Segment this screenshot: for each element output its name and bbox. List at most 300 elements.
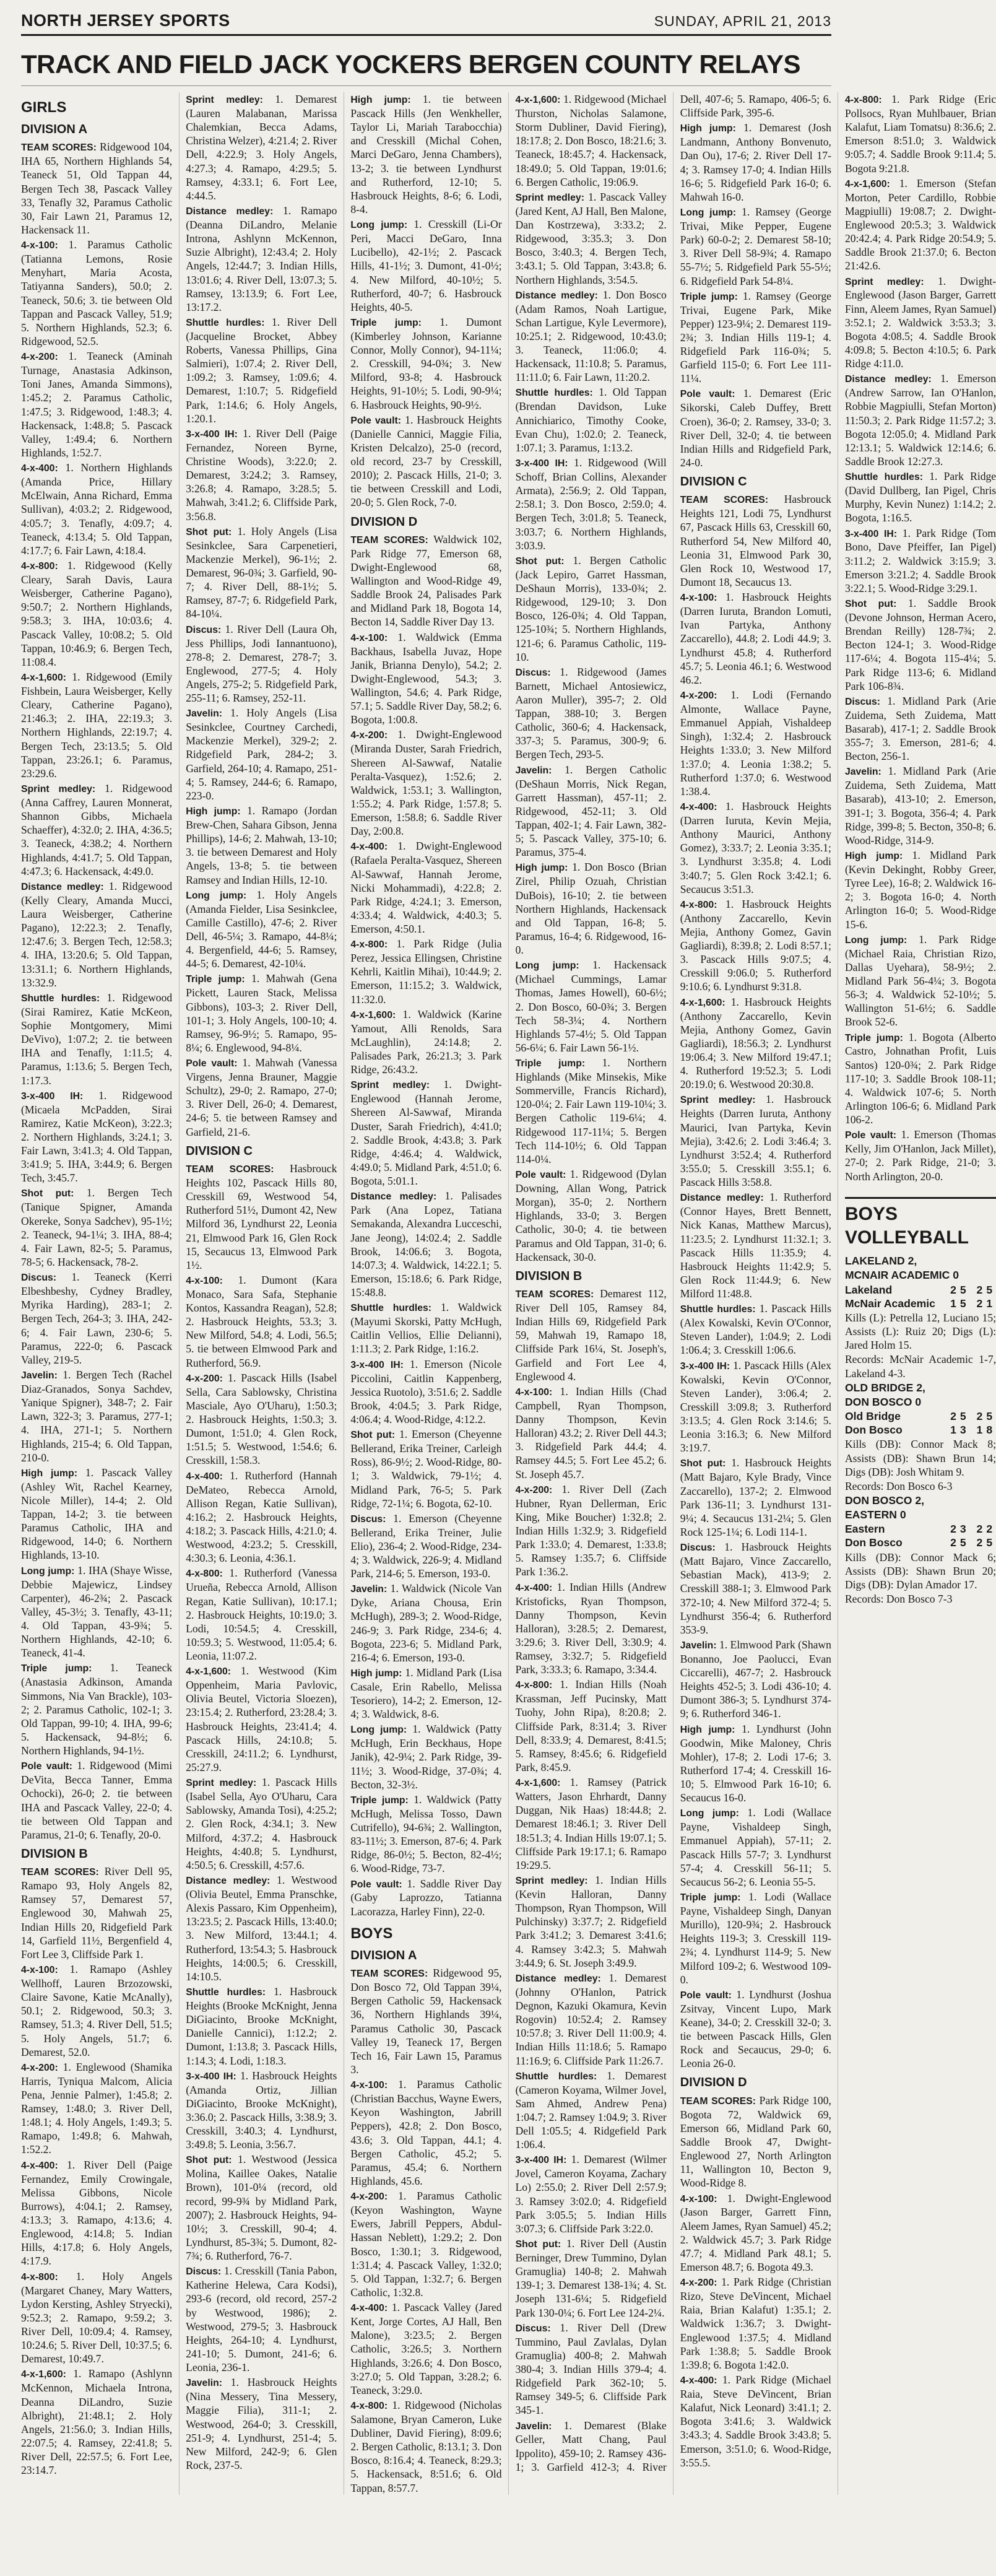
event-label: 3-x-400 IH:: [515, 458, 568, 469]
event-result: [21, 781, 172, 878]
division-title: DIVISION A: [21, 123, 88, 137]
event-result: [516, 2321, 667, 2417]
event-text: 1. Pascack Valley (Ashley Wit, Rachel Kearney, Nicole Miller), 14-4; 2. Old Tappan, 14-2; 3. tie between Paramus Catholic, IHA and Ridgewood, 14-0; 6. Northern Highlands, 13-10.: [21, 1466, 173, 1562]
event-text: 1. Ramapo (Jordan Brew-Chen, Sahara Gibson, Jenna Phillips), 14-6; 2. Mahwah, 13-10; 3. tie between Demarest and Holy Angels, 13-8; 5. tie between Ramsey and Indian Hills, 12-10.: [186, 804, 337, 886]
event-text: 1. Bergen Tech (Rachel Diaz-Granados, Sonya Sachdev, Yanique Spigner), 348-7; 2. Fair Lawn, 322-3; 3. Paramus, 277-1; 4. IHA, 271-1; 5. Northern Highlands, 215-4; 6. Old Tappan, 210-0.: [21, 1368, 173, 1464]
event-label: Shuttle hurdles:: [844, 472, 923, 483]
event-result: [680, 2094, 831, 2190]
event-result: [350, 1582, 501, 1664]
game-title: DON BOSCO 2,: [844, 1494, 924, 1507]
event-result: [516, 1971, 667, 2068]
event-label: 4-x-1,600:: [515, 95, 561, 105]
event-result: [350, 1189, 501, 1299]
event-text: 1. Midland Park (Kevin Dekinght, Robby Greer, Tyree Lee), 16-8; 2. Waldwick 16-2; 3. Bogota 16-0; 4. North Arlington 16-0; 5. Wood-Ridge 15-6.: [844, 849, 996, 931]
event-label: TEAM SCORES:: [680, 495, 769, 506]
event-result: [516, 1677, 667, 1774]
event-result: [516, 2237, 667, 2320]
event-text: 1. Saddle Brook (Devone Johnson, Herman Acero, Brendan Reilly) 128-7¾; 2. Becton 124-1; 3. Wood-Ridge 117-6¼; 4. Bogota 115-4¼; 5. Park Ridge 113-6; 6. Midland Park 106-8¾.: [844, 597, 996, 692]
event-label: TEAM SCORES:: [21, 142, 97, 154]
event-text: River Dell 95, Ramapo 93, Holy Angels 82, Ramsey 57, Demarest 57, Englewood 30, Mahwah 25, Indian Hills 20, Ridgefield Park 14, Garfield 11½, Bergenfield 4, Fort Lee 3, Cliffside Park 1.: [21, 1865, 173, 1960]
event-result: [680, 1456, 831, 1539]
event-result: [680, 2373, 831, 2469]
event-text: 1. Midland Park (Lisa Casale, Erin Rabello, Melissa Tesoriero), 14-2; 2. Emerson, 12-4; 3. Waldwick, 8-6.: [350, 1666, 502, 1721]
event-label: 4-x-200:: [680, 2278, 717, 2289]
event-result: [680, 1806, 831, 1889]
event-result: [680, 1359, 831, 1455]
event-text: 1. Park Ridge (Michael Raia, Christian Rizo, Dallas Uyehara), 58-9½; 2. Midland Park 56-4¼; 3. Bogota 56-3; 4. Waldwick 52-10½; 5. Wallington 51-6½; 6. Saddle Brook 52-6.: [844, 933, 996, 1029]
event-label: Long jump:: [680, 207, 737, 218]
event-text: 1. Don Bosco (Adam Ramos, Noah Lartigue, Schan Lartigue, Kyle Levermore), 10:25.1; 2. Ridgewood, 10:43.0; 3. Teaneck, 11:06.0; 4. Hackensack, 11:10.8; 5. Paramus, 11:11.0; 6. Fair Lawn, 11:20.2.: [515, 288, 667, 384]
event-label: High jump:: [21, 1468, 77, 1479]
event-result: [21, 2158, 172, 2268]
event-label: Discus:: [186, 2266, 222, 2278]
event-text: 1. Midland Park (Arie Zuidema, Seth Zuidema, Matt Basarab), 417-1; 2. Saddle Brook 355-7; 3. Emerson, 281-6; 4. Becton, 256-1.: [844, 694, 996, 763]
event-result: [680, 1722, 831, 1805]
event-label: TEAM SCORES:: [350, 1969, 428, 1980]
event-label: Javelin:: [186, 708, 223, 720]
event-label: 4-x-100:: [21, 240, 58, 251]
event-result: [516, 1167, 667, 1264]
event-result: [845, 933, 996, 1029]
event-result: [516, 1056, 667, 1166]
game-stat-line: Kills (DB): Connor Mack 6; Assists (DB): Shawn Brun 20; Digs (DB): Dylan Amador 17.: [844, 1551, 996, 1591]
event-label: 4-x-800:: [21, 561, 58, 572]
girls-heading: GIRLS: [21, 99, 67, 116]
event-result: [350, 92, 501, 216]
team-scores: 25 25: [950, 1283, 996, 1296]
event-result: [186, 92, 337, 202]
event-text: 1. Dwight-Englewood (Rafaela Peralta-Vasquez, Shereen Al-Sawwaf, Hannah Jerome, Nicki Mohammadi), 4:22.8; 2. Park Ridge, 4:24.1; 3. Emerson, 4:33.4; 4. Waldwick, 4:40.3; 5. Emerson, 4:50.1.: [350, 840, 502, 936]
event-text: 1. Hasbrouck Heights (Darren Iuruta, Kevin Mejia, Anthony Maurici, Anthony Gomez), 3:33.7; 2. Leonia 3:35.1; 3. Lyndhurst 3:35.8; 4. Lodi 3:40.7; 5. Glen Rock 3:42.1; 6. Secaucus 3:51.3.: [680, 799, 831, 895]
event-text: 1. Dwight-Englewood (Hannah Jerome, Shereen Al-Sawwaf, Miranda Duster, Sarah Friedrich), 4:41.0; 2. Saddle Brook, 4:43.8; 3. Park Ridge, 4:46.4; 4. Waldwick, 4:49.0; 5. Midland Park, 4:51.0; 6. Bogota, 5:01.1.: [350, 1078, 502, 1188]
event-text: 1. Waldwick (Karine Yamout, Alli Renolds, Sara McLaughlin), 24:14.8; 2. Palisades Park, 26:21.3; 3. Park Ridge, 26:43.2.: [350, 1007, 502, 1076]
event-result: [21, 670, 172, 780]
event-result: [186, 1162, 337, 1272]
event-result: [186, 1873, 337, 1983]
event-label: Javelin:: [186, 2378, 223, 2389]
event-result: [680, 1988, 831, 2071]
event-label: 4-x-200:: [21, 352, 58, 363]
event-text: 1. Pascack Hills (Isabel Sella, Ayo O'Uharu, Cara Sablowsky, Amanda Tosi), 4:25.2; 2. Glen Rock, 4:34.1; 3. New Milford, 4:37.2; 4. Hasbrouck Heights, 4:40.8; 5. Lyndhurst, 4:50.5; 6. Cresskill, 4:57.6.: [186, 1776, 337, 1871]
event-text: 1. Emerson (Nicole Piccolini, Caitlin Kappenberg, Jessica Ruotolo), 3:51.6; 2. Saddle Brook, 4:04.5; 3. Park Ridge, 4:06.4; 4. Wood-Ridge, 4:12.2.: [350, 1357, 502, 1425]
game-stat-line: Kills (DB): Connor Mack 8; Assists (DB): Shawn Brun 14; Digs (DB): Josh Whitam 9.: [844, 1438, 996, 1478]
event-result: [680, 492, 831, 589]
event-label: Long jump:: [186, 890, 247, 901]
event-text: 1. Northern Highlands (Mike Minsekis, Mike Sommerville, Francis Richard), 120-0¼; 2. Fair Lawn 119-10¼; 3. Bergen Catholic 119-6¼; 4. Ridgewood 117-11¼; 5. Bergen Tech 114-10½; 6. Old Tappan 114-0¼.: [515, 1056, 667, 1165]
score-row: [845, 1522, 996, 1536]
event-label: Shot put:: [515, 2239, 561, 2250]
event-label: Shot put:: [680, 1458, 726, 1469]
event-label: Triple jump:: [680, 1892, 741, 1903]
event-result: [680, 1190, 831, 1300]
team-scores: 25 25: [950, 1536, 996, 1549]
event-result: [516, 860, 667, 957]
event-text: 1. Elmwood Park (Shawn Bonanno, Joe Paolucci, Evan Ciccarelli), 467-7; 2. Hasbrouck Heights 452-5; 3. Lodi 436-10; 4. Dumont 386-3; 5. Lyndhurst 374-9; 6. Rutherford 346-1.: [680, 1638, 831, 1720]
event-text: 1. Holy Angels (Lisa Sesinkclee, Sara Carpenetieri, Mackenzie Merkel), 96-1½; 2. Demarest, 96-0¾; 3. Garfield, 90-7; 4. River Dell, 88-1½; 5. Ramsey, 87-7; 6. Ridgefield Park, 84-10¼.: [186, 524, 337, 620]
event-result: [516, 2152, 667, 2235]
event-label: 4-x-400:: [350, 842, 388, 853]
event-result: [845, 596, 996, 693]
event-result: [350, 413, 501, 510]
event-result: [186, 972, 337, 1055]
event-result: [680, 1540, 831, 1637]
event-text: 1. Old Tappan (Brendan Davidson, Luke Annichiarico, Timothy Cooke, Evan Chu), 1:02.0; 2. Teaneck, 1:07.1; 3. Paramus, 1:13.2.: [515, 386, 667, 454]
event-text: Hasbrouck Heights 121, Lodi 75, Lyndhurst 67, Pascack Hills 63, Cresskill 60, Rutherford 54, New Milford 40, Leonia 31, Elmwood Park 30, Glen Rock 10, Westwood 17, Dumont 18, Secaucus 13.: [680, 493, 831, 589]
event-result: [21, 1186, 172, 1269]
event-result: [845, 372, 996, 468]
event-text: 1. Ridgewood (Will Schoff, Brian Collins, Alexander Armata), 2:56.9; 2. Old Tappan, 2:58.1; 3. Don Bosco, 2:59.0; 4. Bergen Tech, 3:01.8; 5. Teaneck, 3:03.7; 6. Northern Highlands, 3:03.9.: [515, 456, 667, 552]
event-text: 1. Dumont (Kimberley Johnson, Karianne Connor, Molly Connor), 94-11¼; 2. Cresskill, 94-0¾; 3. New Milford, 93-8; 4. Hasbrouck Heights, 91-10½; 5. Lodi, 90-9¼; 6. Hasbrouck Heights, 90-9½.: [350, 315, 502, 411]
event-label: 3-x-400 IH:: [350, 1359, 404, 1370]
team-name: Old Bridge: [844, 1410, 901, 1423]
event-label: 4-x-100:: [350, 632, 388, 643]
event-result: [186, 2069, 337, 2152]
event-result: [350, 728, 501, 838]
event-label: 4-x-100:: [680, 2193, 717, 2204]
team-name: Lakeland: [844, 1283, 893, 1296]
event-label: Shuttle hurdles:: [21, 993, 100, 1004]
event-text: 1. Dwight-Englewood (Miranda Duster, Sarah Friedrich, Shereen Al-Sawwaf, Natalie Peralta-Vasquez), 1:52.6; 2. Waldwick, 1:53.1; 3. Wallington, 1:55.2; 4. Park Ridge, 1:57.8; 5. Emerson, 1:58.8; 6. Saddle River Day, 2:00.8.: [350, 728, 502, 838]
team-name: Eastern: [844, 1523, 885, 1536]
event-label: Distance medley:: [186, 206, 274, 217]
event-label: Discus:: [186, 624, 222, 635]
event-label: Distance medley:: [515, 290, 598, 301]
event-text: 1. IHA (Shaye Wisse, Debbie Majewicz, Lindsey Carpenter), 46-2¾; 2. Pascack Valley, 45-3½; 3. Tenafly, 43-11; 4. Old Tappan, 43-9¾; 5. Northern Highlands, 42-10; 6. Teaneck, 41-4.: [21, 1564, 173, 1660]
event-text: 1. Teaneck (Kerri Elbeshbeshy, Cydney Bradley, Myrika Harding), 283-1; 2. Bergen Tech, 264-3; 3. IHA, 242-6; 4. Fair Lawn, 230-6; 5. Paramus, 222-0; 6. Pascack Valley, 219-5.: [21, 1271, 173, 1366]
score-row: [845, 1409, 996, 1423]
event-text: 1. Ridgewood (Kelly Cleary, Sarah Davis, Laura Weisberger, Catherine Pagano), 9:50.7; 2. Northern Highlands, 9:58.3; 3. IHA, 10:03.6; 4. Pascack Valley, 10:08.2; 5. Old Tappan, 10:46.9; 6. Bergen Tech, 11:08.4.: [21, 559, 173, 668]
event-result: [516, 456, 667, 552]
event-result: [680, 289, 831, 386]
event-label: Pole vault:: [515, 1170, 566, 1181]
event-result: [516, 763, 667, 859]
team-name: McNair Academic: [844, 1297, 935, 1310]
event-text: 1. Ridgewood (Emily Fishbein, Laura Weisberger, Kelly Cleary, Catherine Pagano), 21:46.3; 2. IHA, 22:19.3; 3. Northern Highlands, 22:19.7; 4. Bergen Tech, 23:13.5; 5. Old Tappan, 23:26.1; 6. Paramus, 23:29.6.: [21, 671, 173, 780]
event-label: Shot put:: [21, 1188, 74, 1199]
event-text: 1. Waldwick (Emma Backhaus, Isabella Juvaz, Hope Janik, Brianna Denylo), 54.2; 2. Dwight-Englewood, 54.3; 3. Wallington, 54.6; 4. Park Ridge, 57.1; 5. Saddle River Day, 58.2; 6. Bogota, 1:00.8.: [350, 630, 502, 726]
event-text: 1. Hasbrouck Heights (Anthony Zaccarello, Kevin Mejia, Anthony Gomez, Gavin Gagliardi), 8:39.8; 2. Lodi 8:57.1; 3. Pascack Hills 9:07.5; 4. Cresskill 9:06.0; 5. Rutherford 9:10.6; 6. Lyndhurst 9:31.8.: [680, 897, 831, 993]
event-result: [186, 204, 337, 314]
event-label: Shuttle hurdles:: [186, 1987, 266, 1998]
event-text: 1. Demarest (Lauren Malabanan, Marissa Chalemkian, Becca Adams, Christina Welzer), 4:21.4; 2. River Dell, 4:22.9; 3. Holy Angels, 4:27.3; 4. Ramapo, 4:29.5; 5. Ramsey, 4:33.1; 6. Fort Lee, 4:44.5.: [186, 93, 337, 202]
boys-heading: BOYS: [350, 1925, 393, 1942]
event-text: 1. Hasbrouck Heights (Nina Messery, Tina Messery, Maggie Filia), 311-1; 2. Westwood, 264-0; 3. Cresskill, 251-9; 4. Lyndhurst, 251-4; 5. New Milford, 242-9; 6. Glen Rock, 237-5.: [186, 2376, 337, 2472]
event-label: Triple jump:: [350, 1795, 409, 1806]
event-label: 4-x-200:: [21, 2062, 58, 2073]
event-result: [21, 559, 172, 669]
event-result: [186, 706, 337, 803]
event-label: 4-x-100:: [21, 1964, 58, 1975]
event-result: [680, 688, 831, 798]
event-text: 1. River Dell (Austin Berninger, Drew Tummino, Dylan Gramuglia) 140-8; 2. Mahwah 139-1; 3. Demarest 138-1¾; 4. St. Joseph 131-6¼; 5. Ridgefield Park 130-0¼; 6. Fort Lee 124-2¼.: [515, 2237, 667, 2319]
event-text: 1. Hasbrouck Heights (Amanda Ortiz, Jillian DiGiacinto, Brooke McKnight), 3:36.0; 2. Pascack Hills, 3:38.9; 3. Cresskill, 3:40.3; 4. Lyndhurst, 3:49.8; 5. Leonia, 3:56.7.: [186, 2069, 337, 2151]
event-result: [516, 1580, 667, 1677]
event-label: 4-x-100:: [350, 2080, 388, 2091]
event-label: Discus:: [350, 1513, 386, 1525]
event-text: 1. Waldwick (Patty McHugh, Melissa Tosso, Dawn Cutrifello), 94-6¾; 2. Wallington, 83-11½; 3. Emerson, 87-6; 4. Park Ridge, 86-0½; 5. Becton, 82-4½; 6. Wood-Ridge, 73-7.: [350, 1793, 502, 1875]
event-result: [845, 92, 996, 175]
event-text: 1. River Dell (Drew Tummino, Paul Zavlalas, Dylan Gramuglia) 400-8; 2. Mahwah 380-4; 3. Indian Hills 379-4; 4. Ridgefield Park 362-10; 5. Ramsey 349-5; 6. Cliffside Park 345-1.: [515, 2321, 667, 2417]
game-subtitle: EASTERN 0: [844, 1508, 906, 1521]
event-text: 1. Dumont (Kara Monaco, Sara Safa, Stephanie Kontos, Kassandra Reagan), 52.8; 2. Hasbrouck Heights, 53.3; 3. New Milford, 54.8; 4. Lodi, 56.5; 5. tie between Elmwood Park and Rutherford, 56.9.: [186, 1273, 337, 1369]
event-label: 3-x-400 IH:: [21, 1090, 84, 1102]
event-result: [516, 1873, 667, 1970]
event-result: [680, 1890, 831, 1986]
event-text: 1. Pascack Valley (Jared Kent, Jorge Cortes, AJ Hall, Ben Malone), 3:23.5; 2. Bergen Catholic, 3:26.5; 3. Northern Highlands, 3:26.6; 4. Don Bosco, 3:27.0; 5. Old Tappan, 3:28.2; 6. Teaneck, 3:29.0.: [350, 2301, 502, 2396]
event-text: 1. Demarest (Wilmer Jovel, Cameron Koyama, Zachary Lo) 2:55.0; 2. River Dell 2:57.9; 3. Ramsey 3:02.0; 4. Ridgefield Park 3:05.5; 5. Indian Hills 3:07.3; 6. Cliffside Park 3:22.0.: [515, 2153, 667, 2235]
event-text: 1. Park Ridge (Michael Raia, Steve DeVincent, Brian Kalafut, Nick Leonard) 3:41.1; 2. Bogota 3:41.6; 3. Waldwick 3:43.3; 4. Saddle Brook 3:43.8; 5. Emerson, 3:51.0; 6. Wood-Ridge, 3:55.5.: [680, 2374, 831, 2469]
event-label: Distance medley:: [680, 1193, 764, 1204]
event-result: [21, 1865, 172, 1961]
event-label: Long jump:: [515, 960, 579, 972]
team-name: Don Bosco: [844, 1424, 903, 1437]
event-result: [186, 2375, 337, 2472]
event-result: [21, 2367, 172, 2477]
event-label: Shot put:: [515, 555, 565, 567]
event-result: [350, 1427, 501, 1510]
event-text: 1. Emerson (Cheyenne Bellerand, Erika Treiner, Carleigh Ross), 86-9½; 2. Wood-Ridge, 80-1; 3. Waldwick, 79-1½; 4. Midland Park, 76-5; 5. Park Ridge, 72-1¼; 6. Bogota, 62-10.: [350, 1428, 502, 1510]
event-result: [845, 176, 996, 273]
event-text: Park Ridge 100, Bogota 72, Waldwick 69, Emerson 66, Midland Park 60, Saddle Brook 47, Dwight-Englewood 27, North Arlington 11, Wallington 10, Becton 9, Wood-Ridge 8.: [680, 2094, 831, 2190]
event-text: 1. Ridgewood (Sirai Ramirez, Katie McKeon, Sophie Montgomery, Mimi DeVivo), 1:07.2; 2. tie between IHA and Tenafly, 1:11.5; 4. Paramus, 1:13.6; 5. Bergen Tech, 1:17.3.: [21, 991, 173, 1087]
event-text: 1. Park Ridge (Eric Pollsocs, Ryan Muhlbauer, Brian Kalafut, Liam Tomatsu) 8:36.6; 2. Emerson 8:51.0; 3. Waldwick 9:05.7; 4. Saddle Brook 9:11.4; 5. Bogota 9:21.8.: [844, 93, 996, 175]
event-label: 4-x-400:: [680, 801, 717, 812]
event-label: 4-x-800:: [515, 1680, 553, 1691]
event-label: 3-x-400 IH:: [186, 2071, 236, 2082]
event-label: 4-x-400:: [21, 463, 58, 474]
event-label: Sprint medley:: [515, 192, 584, 203]
event-label: Distance medley:: [844, 374, 932, 385]
event-text: 1. Bergen Catholic (Jack Lepiro, Garret Hassman, DeShaun Morris), 133-0¾; 2. Ridgewood, 129-10; 3. Don Bosco, 126-0¾; 4. Old Tappan, 125-10¾; 5. Northern Highlands, 121-6; 6. Paramus Catholic, 119-10.: [515, 554, 667, 663]
score-row: [845, 1297, 996, 1310]
event-text: 1. Englewood (Shamika Harris, Tyniqua Malcom, Alicia Pena, Jennie Palmer), 1:45.8; 2. Ramsey, 1:48.0; 3. River Dell, 1:48.1; 4. Holy Angels, 1:49.3; 5. Ramapo, 1:49.8; 6. Mahwah, 1:52.2.: [21, 2060, 173, 2156]
event-text: 1. Park Ridge (Julia Perez, Jessica Ellingsen, Christine Kehrli, Kaitlin Mihai), 10:44.9; 2. Emerson, 11:15.2; 3. Waldwick, 11:32.0.: [350, 938, 502, 1006]
event-text: 1. Pascack Hills (Isabel Sella, Cara Sablowsky, Christina Masciale, Ayo O'Uharu), 1:50.3; 2. Hasbrouck Heights, 1:50.3; 3. Dumont, 1:51.0; 4. Glen Rock, 1:51.5; 5. Westwood, 1:54.6; 6. Cresskill, 1:58.3.: [186, 1371, 337, 1467]
event-text: 1. Hasbrouck Heights (Anthony Zaccarello, Kevin Mejia, Anthony Gomez, Gavin Gagliardi), 18:56.3; 2. Lyndhurst 19:06.4; 3. New Milford 19:47.1; 4. Rutherford 19:52.3; 5. Lodi 20:19.0; 6. Westwood 20:30.8.: [680, 995, 831, 1091]
event-result: [350, 1357, 501, 1427]
event-label: High jump:: [515, 863, 568, 874]
event-result: [21, 140, 172, 237]
event-label: 4-x-800:: [186, 1569, 223, 1580]
event-label: 3-x-400 IH:: [680, 1360, 730, 1372]
event-label: 4-x-800:: [350, 2400, 388, 2411]
event-result: [350, 1007, 501, 1077]
event-result: [516, 1775, 667, 1872]
event-label: Sprint medley:: [350, 1080, 430, 1091]
event-text: 1. Hasbrouck Heights (Darren Iuruta, Brandon Lomuti, Ivan Partyka, Anthony Zaccarello), 44.8; 2. Lodi 44.9; 3. Lyndhurst 45.8; 4. Rutherford 45.7; 5. Leonia 46.1; 6. Westwood 46.2.: [680, 591, 831, 686]
event-text: 1. Ramapo (Ashley Wellhoff, Lauren Brzozowski, Claire Savone, Katie McAnally), 50.1; 2. Ridgewood, 50.3; 3. Ramsey, 51.3; 4. River Dell, 51.5; 5. Holy Angels, 51.7; 6. Demarest, 52.0.: [21, 1962, 173, 2058]
event-label: Sprint medley:: [21, 784, 96, 795]
event-text: Ridgewood 104, IHA 65, Northern Highlands 54, Teaneck 51, Old Tappan 44, Bergen Tech 38, Pascack Valley 33, Tenafly 32, Paramus Catholic 30, Fair Lawn 21, Paramus 12, Hackensack 11.: [21, 141, 173, 237]
event-text: 1. Saddle River Day (Gaby Laprozzo, Tatianna Lacorazza, Harley Finn), 22-0.: [350, 1877, 502, 1918]
score-row: [845, 1283, 996, 1297]
event-label: Shuttle hurdles:: [680, 1304, 756, 1315]
event-result: [186, 427, 337, 523]
game-stat-line: Records: Don Bosco 7-3: [844, 1593, 953, 1606]
event-text: 1. Demarest (Cameron Koyama, Wilmer Jovel, Sam Ahmed, Andrew Pena) 1:04.7; 2. Ramsey 1:04.9; 3. River Dell 1:05.5; 4. Ridgefield Park 1:06.4.: [515, 2069, 667, 2151]
event-result: [680, 1638, 831, 1721]
event-text: 1. River Dell (Zach Hubner, Ryan Dellerman, Eric King, Mike Boucher) 1:32.8; 2. Indian Hills 1:32.9; 3. Ridgefield Park 1:33.0; 4. Demarest, 1:33.8; 5. Ramsey 1:35.7; 6. Cliffside Park 1:36.2.: [515, 1482, 667, 1578]
division-title: DIVISION D: [680, 2076, 747, 2090]
event-text: 1. Waldwick (Nicole Van Dyke, Ariana Chousa, Erin McHugh), 289-3; 2. Wood-Ridge, 246-9; 3. Park Ridge, 234-6; 4. Bogota, 223-6; 5. Midland Park, 216-4; 6. Emerson, 193-0.: [350, 1582, 502, 1664]
event-text: 1. Bergen Catholic (DeShaun Morris, Nick Regan, Garrett Hassman), 457-11; 2. Ridgewood, 452-11; 3. Old Tappan, 402-1; 4. Fair Lawn, 382-5; 5. Pascack Valley, 375-10; 6. Paramus, 375-4.: [515, 763, 667, 859]
event-text: 1. Waldwick (Patty McHugh, Erin Beckhaus, Hope Janik), 42-9¼; 2. Park Ridge, 39-11½; 3. Wood-Ridge, 37-0¾; 4. Becton, 32-3½.: [350, 1723, 502, 1791]
event-label: Pole vault:: [350, 1879, 402, 1890]
event-result: [350, 1877, 501, 1918]
event-result: [21, 1759, 172, 1842]
event-result: [350, 1666, 501, 1721]
division-title: DIVISION A: [350, 1949, 417, 1962]
event-label: Long jump:: [680, 1808, 739, 1819]
event-label: High jump:: [680, 1724, 735, 1735]
event-label: 4-x-1,600:: [680, 997, 725, 1008]
event-text: 1. Pascack Hills (Alex Kowalski, Kevin O'Connor, Steven Lander), 1:04.9; 2. Lodi 1:06.4; 3. Cresskill 1:06.6.: [680, 1302, 831, 1357]
game-stat-line: Kills (L): Petrella 12, Luciano 15; Assists (L): Ruiz 20; Digs (L): Jared Holm 15.: [844, 1311, 996, 1352]
event-label: Distance medley:: [21, 881, 104, 892]
event-label: Shot put:: [186, 2155, 232, 2166]
event-label: 4-x-800:: [350, 939, 388, 951]
event-text: 1. Emerson (Cheyenne Bellerand, Erika Treiner, Julie Elio), 236-4; 2. Wood-Ridge, 234-4; 3. Waldwick, 226-9; 4. Midland Park, 214-6; 5. Emerson, 193-0.: [350, 1512, 502, 1580]
event-result: [350, 2398, 501, 2495]
event-result: [21, 879, 172, 990]
event-text: 1. Ridgewood (Kelly Cleary, Amanda Mucci, Laura Weisberger, Catherine Pagano), 12:22.3; 2. Tenafly, 12:47.6; 3. Bergen Tech, 12:58.3; 4. IHA, 13:20.6; 5. Old Tappan, 13:31.1; 6. Northern Highlands, 13:32.9.: [21, 879, 173, 989]
volleyball-results: [845, 1254, 996, 1606]
event-result: [21, 349, 172, 459]
event-label: Javelin:: [515, 765, 552, 776]
event-result: [186, 1273, 337, 1370]
event-text: 1. Ridgewood (James Barnett, Michael Antosiewicz, Aaron Muller), 395-7; 2. Old Tappan, 388-10; 3. Bergen Catholic, 360-6; 4. Hackensack, 337-3; 5. Paramus, 300-9; 6. Bergen Tech, 293-5.: [515, 665, 667, 761]
event-result: [21, 2269, 172, 2366]
event-result: [21, 1270, 172, 1367]
event-text: 1. Park Ridge (Tom Bono, Dave Pfeiffer, Ian Pigel) 3:11.2; 2. Waldwick 3:15.9; 3. Emerson 3:21.2; 4. Saddle Brook 3:22.1; 5. Wood-Ridge 3:29.1.: [844, 526, 996, 594]
event-text: 1. Ramapo (Deanna DiLandro, Melanie Introna, Ashlynn McKennon, Suzie Albright), 12:43.4; 2. Holy Angels, 12:44.7; 3. Indian Hills, 13:01.6; 4. River Dell, 13:07.3; 5. Ramsey, 13:13.9; 6. Fort Lee, 13:17.2.: [186, 204, 337, 313]
event-label: Shuttle hurdles:: [350, 1303, 432, 1314]
event-result: [186, 1664, 337, 1774]
event-text: 1. Northern Highlands (Amanda Price, Hillary McElwain, Anna Richard, Emma Sullivan), 4:03.2; 2. Ridgewood, 4:05.7; 3. Tenafly, 4:09.7; 4. Teaneck, 4:13.4; 5. Old Tappan, 4:17.7; 6. Fair Lawn, 4:18.4.: [21, 461, 173, 557]
event-text: 1. Westwood (Jessica Molina, Kaillee Oakes, Natalie Brown), 101-0¼ (record, old record, 99-9¾ by Midland Park, 2007); 2. Hasbrouck Heights, 94-10½; 3. Cresskill, 90-4; 4. Lyndhurst, 85-3¾; 5. Dumont, 82-7¾; 6. Rutherford, 76-7.: [186, 2153, 337, 2263]
event-text: 1. Demarest (Eric Sikorski, Caleb Duffey, Brett Croen), 36-0; 2. Ramsey, 33-0; 3. River Dell, 32-0; 4. tie between Indian Hills and Ridgefield Park, 24-0.: [680, 387, 831, 469]
event-text: 1. Rutherford (Hannah DeMateo, Rebecca Arnold, Allison Regan, Katie Sullivan), 4:16.2; 2. Hasbrouck Heights, 4:18.2; 3. Pascack Hills, 4:21.0; 4. Westwood, 4:23.2; 5. Cresskill, 4:30.3; 6. Leonia, 4:36.1.: [186, 1469, 337, 1565]
team-scores: 15 21: [950, 1297, 996, 1310]
event-result: [350, 2300, 501, 2397]
event-label: 4-x-800:: [21, 2271, 58, 2282]
event-result: [186, 804, 337, 887]
event-text: 1. Paramus Catholic (Keyon Washington, Wayne Ewers, Jabrill Peppers, Abdul-Hassan Neblett), 1:29.2; 2. Don Bosco, 1:30.1; 3. Ridgewood, 1:31.4; 4. Pascack Valley, 1:32.0; 5. Old Tappan, 1:32.7; 6. Bergen Catholic, 1:32.8.: [350, 2190, 502, 2299]
event-result: [21, 991, 172, 1087]
event-text: 1. Ridgewood (Micaela McPadden, Sirai Ramirez, Katie McKeon), 3:22.3; 2. Northern Highlands, 3:24.1; 3. Fair Lawn, 3:41.3; 4. Old Tappan, 3:41.9; 5. IHA, 3:44.9; 6. Bergen Tech, 3:45.7.: [21, 1089, 173, 1185]
division-title: DIVISION B: [515, 1269, 582, 1283]
event-text: 1. Park Ridge (David Dullberg, Ian Pigel, Chris Murphy, Kevin Nunez) 1:14.2; 2. Bogota, 1:16.5.: [844, 470, 996, 524]
event-label: Discus:: [844, 696, 881, 707]
event-text: 1. Demarest (Blake Geller, Matt Chang, Paul Ippolito), 459-10; 2. Ramsey 436-1; 3. Garfield 412-3; 4. River Dell, 407-6; 5. Ramapo, 406-5; 6. Cliffside Park, 395-6.: [515, 93, 831, 2473]
event-result: [186, 622, 337, 705]
event-label: Sprint medley:: [515, 1876, 588, 1887]
game-stat-line: Records: Don Bosco 6-3: [844, 1479, 953, 1492]
event-result: [516, 2069, 667, 2152]
division-title: DIVISION C: [680, 475, 747, 489]
event-label: 4-x-800:: [680, 899, 717, 910]
event-label: Discus:: [21, 1273, 57, 1284]
event-text: 1. Bogota (Alberto Castro, Johnathan Profit, Luis Santos) 120-0¾; 2. Park Ridge 117-10; 3. Saddle Brook 108-11; 4. Waldwick 107-6; 5. North Arlington 106-6; 6. Midland Park 106-2.: [844, 1030, 996, 1126]
event-text: 1. Pascack Valley (Jared Kent, AJ Hall, Ben Malone, Dan Kostrzewa), 3:33.2; 2. Ridgewood, 3:35.3; 3. Don Bosco, 3:40.3; 4. Bergen Tech, 3:43.1; 5. Old Tappan, 3:43.8; 6. Northern Highlands, 3:54.5.: [515, 190, 667, 286]
event-text: 1. Lodi (Fernando Almonte, Wallace Payne, Emmanuel Appiah, Vishaldeep Singh), 1:32.4; 2. Hasbrouck Heights 1:33.0; 3. New Milford 1:37.0; 4. Leonia 1:38.2; 5. Rutherford 1:37.0; 6. Westwood 1:38.4.: [680, 689, 831, 798]
event-label: High jump:: [350, 1668, 402, 1679]
event-result: [21, 238, 172, 348]
event-result: [516, 1287, 667, 1383]
event-result: [350, 217, 501, 314]
event-label: 4-x-1,600:: [515, 1778, 561, 1789]
event-result: [350, 1966, 501, 2076]
event-result: [680, 386, 831, 469]
event-result: [186, 524, 337, 621]
event-text: 1. Mahwah (Vanessa Virgens, Jenna Brauner, Maggie Schultz), 29-0; 2. Ramapo, 27-0; 3. River Dell, 26-0; 4. Demarest, 24-6; 5. tie between Ramsey and Garfield, 21-6.: [186, 1056, 337, 1138]
event-result: [680, 799, 831, 896]
event-text: 1. Cresskill (Tania Pabon, Katherine Helewa, Cara Kodsi), 293-6 (record, old record, 257-2 by Westwood, 1986); 2. Westwood, 279-5; 3. Hasbrouck Heights, 264-10; 4. Lyndhurst, 241-10; 5. Dumont, 241-6; 6. Leonia, 236-1.: [186, 2265, 337, 2374]
event-result: [516, 665, 667, 762]
event-result: [845, 848, 996, 931]
event-result: [516, 190, 667, 287]
event-text: 1. Hasbrouck Heights (Darren Iuruta, Anthony Maurici, Ivan Partyka, Kevin Mejia), 3:42.6; 2. Lodi 3:46.4; 3. Lyndhurst 3:52.4; 4. Rutherford 3:55.0; 5. Cresskill 3:55.1; 6. Pascack Hills 3:58.8.: [680, 1093, 831, 1189]
event-text: 1. Pascack Hills (Alex Kowalski, Kevin O'Connor, Steven Lander), 3:06.4; 2. Cresskill 3:09.8; 3. Rutherford 3:13.5; 4. Glen Rock 3:14.6; 5. Leonia 3:16.3; 6. New Milford 3:19.7.: [680, 1359, 831, 1455]
team-name: Don Bosco: [844, 1536, 903, 1549]
event-label: Pole vault:: [844, 1130, 897, 1141]
event-text: 1. Indian Hills (Andrew Kristoficks, Ryan Thompson, Danny Thompson, Kevin Halloran), 3:28.5; 2. Demarest, 3:29.6; 3. River Dell, 3:30.9; 4. Ramsey, 3:32.7; 5. Ridgefield Park, 3:33.3; 6. Ramapo, 3:34.4.: [515, 1580, 667, 1676]
event-result: [186, 888, 337, 971]
event-label: 4-x-400:: [680, 2375, 717, 2386]
event-text: 1. Mahwah (Gena Pickett, Lauren Stack, Melissa Gibbons), 103-3; 2. River Dell, 101-1; 3. Holy Angels, 100-10; 4. Ramsey, 96-9½; 5. Ramapo, 95-8¼; 6. Englewood, 94-8¼.: [186, 972, 337, 1054]
event-result: [186, 1566, 337, 1663]
event-result: [350, 630, 501, 727]
game-subtitle: MCNAIR ACADEMIC 0: [844, 1269, 959, 1282]
event-label: 4-x-200:: [350, 730, 388, 741]
event-result: [186, 315, 337, 425]
event-label: Distance medley:: [186, 1876, 271, 1887]
event-text: 1. Teaneck (Aminah Turnage, Anastasia Adkinson, Toni Janes, Amanda Simmons), 1:45.2; 2. Paramus Catholic, 1:47.5; 3. Ridgewood, 1:48.3; 4. Hackensack, 1:48.8; 5. Pascack Valley, 1:49.4; 6. Northern Highlands, 1:52.7.: [21, 350, 173, 459]
event-label: Pole vault:: [680, 1990, 732, 2001]
event-result: [186, 2264, 337, 2374]
event-label: Triple jump:: [186, 974, 245, 985]
event-text: 1. Ramsey (George Trivai, Mike Pepper, Eugene Park) 60-0-2; 2. Demarest 58-10; 3. River Dell 58-9¾; 4. Ramapo 55-7½; 5. Ridgefield Park 55-5½; 6. Ridgefield Park 54-8¼.: [680, 205, 831, 287]
event-label: Javelin:: [515, 2421, 552, 2432]
volleyball-heading: BOYS VOLLEYBALL: [845, 1197, 996, 1250]
event-text: 1. Ramsey (George Trivai, Eugene Park, Mike Pepper) 123-9¼; 2. Demarest 119-2¾; 3. Indian Hills 119-1; 4. Ridgefield Park 116-0¾; 5. Garfield 115-0; 6. Fort Lee 111-11¼.: [680, 289, 831, 385]
headline-rule: [21, 85, 831, 86]
event-label: High jump:: [350, 95, 411, 105]
event-text: 1. River Dell (Paige Fernandez, Emily Crowingale, Melissa Gibbons, Nicole Burrows), 4:04.1; 2. Ramsey, 4:13.3; 3. Ramapo, 4:13.6; 4. Englewood, 4:14.8; 5. Indian Hills, 4:17.8; 6. Holy Angels, 4:17.9.: [21, 2158, 173, 2268]
event-label: 3-x-400 IH:: [186, 429, 238, 440]
event-text: 1. Lyndhurst (Joshua Zsitvay, Vincent Lupo, Mark Keane), 34-0; 2. Cresskill 32-0; 3. tie between Pascack Hills, Glen Rock and Secaucus, 29-0; 6. Leonia 26-0.: [680, 1988, 831, 2070]
event-result: [516, 1385, 667, 1481]
event-text: 1. Bergen Tech (Tanique Spigner, Amanda Okereke, Sonya Sadchev), 95-1½; 2. Teaneck, 94-1¼; 3. IHA, 88-4; 4. Fair Lawn, 82-5; 5. Paramus, 78-5; 6. Hackensack, 78-2.: [21, 1186, 173, 1268]
event-text: 1. Hackensack (Michael Cummings, Lamar Thomas, James Howell), 60-6½; 2. Don Bosco, 60-0¾; 3. Bergen Tech 58-3¼; 4. Northern Highlands 57-4½; 5. Old Tappan 56-6¼; 6. Fair Lawn 56-1½.: [515, 959, 667, 1054]
event-text: Hasbrouck Heights 102, Pascack Hills 80, Cresskill 69, Westwood 54, Rutherford 51½, Dumont 42, New Milford 36, Lyndhurst 22, Leonia 21, Elmwood Park 16, Glen Rock 15, Secaucus 13, Elmwood Park 1½.: [186, 1162, 337, 1271]
event-label: Distance medley:: [350, 1191, 437, 1203]
event-label: High jump:: [844, 851, 903, 862]
event-result: [350, 533, 501, 629]
event-text: 1. Ramsey (Patrick Watters, Jason Ehrhardt, Danny Duggan, Nik Haas) 18:44.8; 2. Demarest 18:46.1; 3. River Dell 18:51.3; 4. Indian Hills 19:07.1; 5. Cliffside Park 19:17.1; 6. Ramapo 19:29.5.: [515, 1776, 667, 1871]
section-name: NORTH JERSEY SPORTS: [21, 11, 230, 30]
division-title: DIVISION C: [186, 1144, 253, 1158]
team-scores: 25 25: [950, 1410, 996, 1423]
game-stat-line: Records: McNair Academic 1-7, Lakeland 4-3.: [844, 1353, 996, 1380]
event-text: 1. Demarest (Josh Landmann, Anthony Bonvenuto, Dan Ou), 17-6; 2. River Dell 17-4; 3. Ramsey 17-0; 4. Indian Hills 16-6; 5. Ridgefield Park 16-0; 6. Mahwah 16-0.: [680, 121, 831, 203]
event-label: Pole vault:: [680, 389, 735, 400]
event-result: [516, 288, 667, 385]
team-scores: 23 22: [950, 1523, 996, 1536]
event-label: Triple jump:: [680, 291, 738, 302]
event-result: [845, 526, 996, 596]
event-result: [845, 694, 996, 764]
